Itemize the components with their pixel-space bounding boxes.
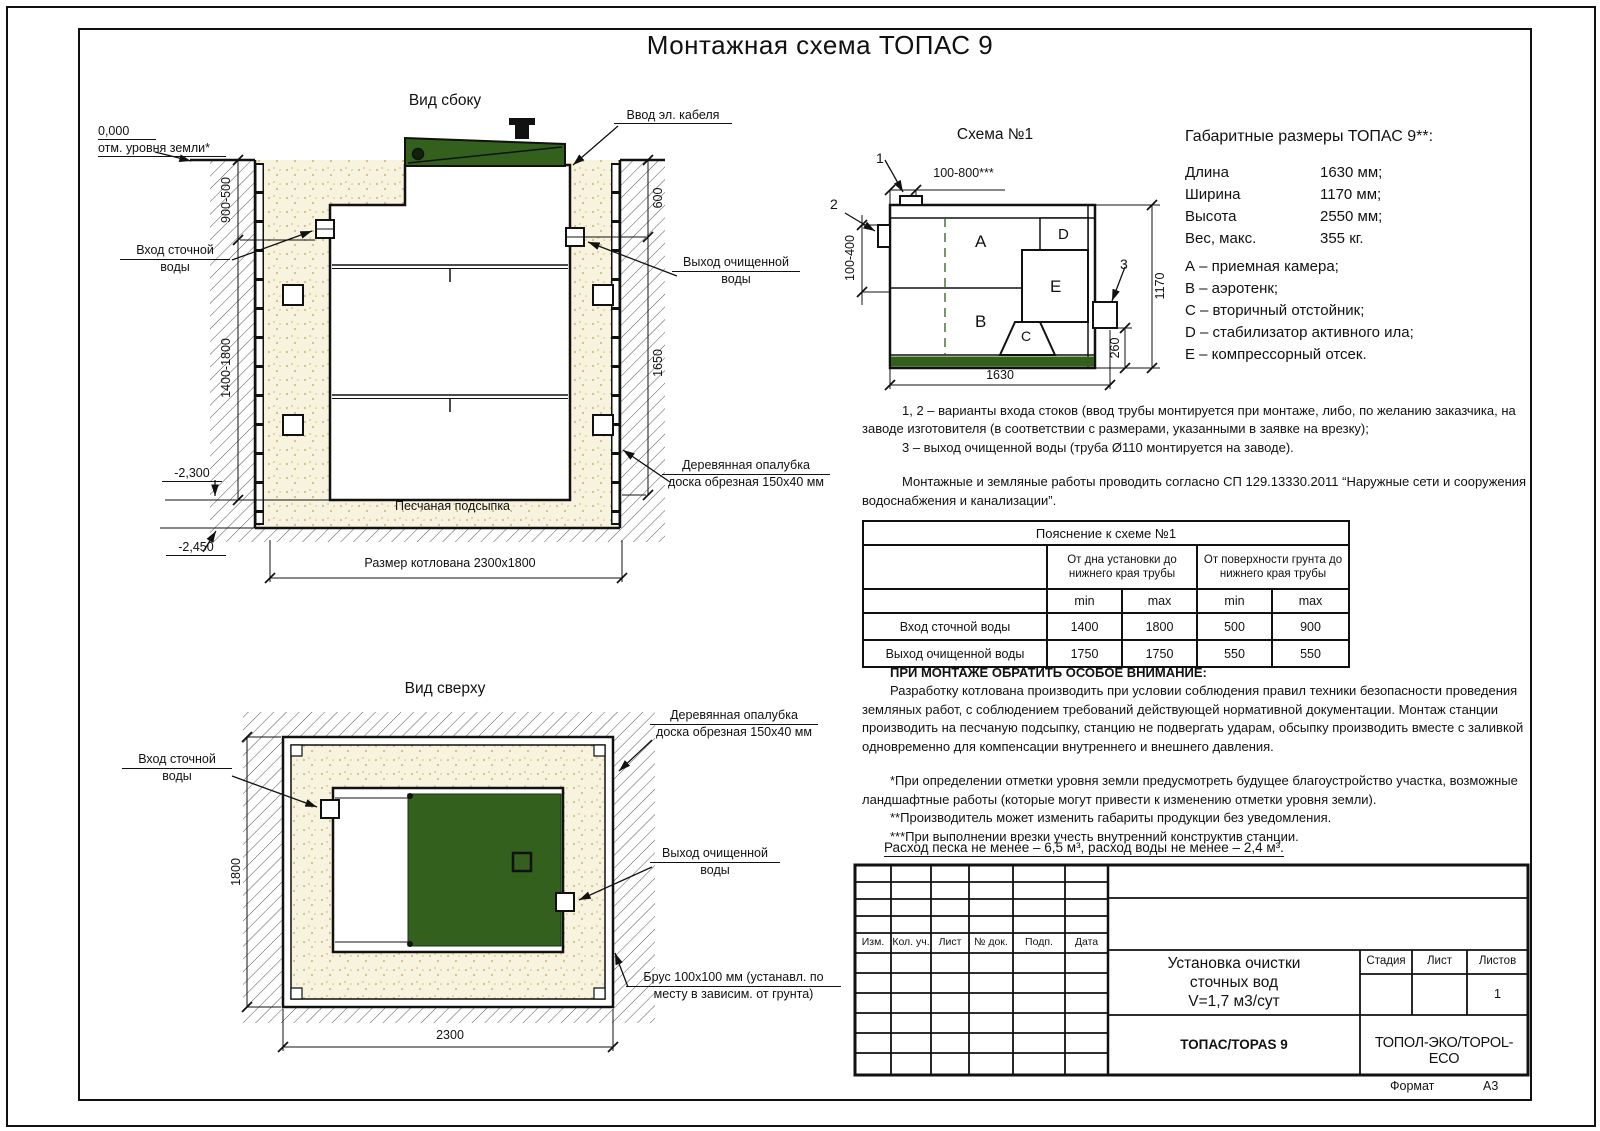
compartment-a: A: [975, 232, 987, 251]
table-minmax-row: min max min max: [864, 590, 1348, 614]
top-view-title: Вид сверху: [404, 680, 486, 697]
table-group-2: От поверхности грунта до нижнего края трубы: [1203, 553, 1343, 580]
legend-d: D – стабилизатор активного ила;: [1185, 324, 1414, 341]
schema-title: Схема №1: [956, 126, 1034, 143]
table-group-1: От дна установки до нижнего края трубы: [1048, 546, 1198, 588]
callout-2: 2: [830, 196, 838, 212]
top-inlet-label: Вход сточной воды: [122, 752, 232, 784]
schema-stub-3: [1093, 302, 1117, 328]
beam-label: Брус 100х100 мм (устанавл. по месту в зависим. от грунта): [626, 970, 841, 1002]
compartment-e: E: [1050, 277, 1062, 296]
notes-block: [862, 402, 1537, 510]
dim-100-400: 100-400: [843, 235, 857, 281]
tank-body: [330, 165, 570, 500]
legend-c: С – вторичный отстойник;: [1185, 302, 1365, 319]
dimensions-block: [1185, 164, 1525, 252]
dim-1630: 1630: [986, 368, 1014, 382]
attention-block: [862, 664, 1538, 846]
compartment-b: B: [975, 312, 987, 331]
format-label: Формат: [1390, 1079, 1435, 1093]
schema-stub-1: [900, 196, 922, 205]
ground-hatch-bottom: [210, 528, 665, 542]
dim-100-800: 100-800***: [933, 166, 994, 180]
table-row-inlet: Вход сточной воды 1400 1800 500 900: [864, 614, 1348, 641]
side-inlet-label: Вход сточной воды: [120, 243, 230, 275]
schema-drawing: [830, 120, 1200, 410]
outlet-stub-top: [556, 893, 574, 911]
dim-1170: 1170: [1153, 272, 1167, 300]
stamp-model: ТОПАС/TOPAS 9: [1180, 1037, 1288, 1052]
table-group-row: [864, 546, 1348, 590]
table-title: Пояснение к схеме №1: [1035, 525, 1177, 541]
legend-a: А – приемная камера;: [1185, 258, 1339, 275]
stamp-header-koluch: Кол. уч.: [892, 936, 930, 948]
level-2300: -2,300: [162, 466, 222, 482]
compartment-c: C: [1021, 328, 1032, 344]
dim-1800: 1800: [229, 858, 243, 886]
zero-level-mark: 0,000: [98, 124, 156, 140]
format-value: А3: [1483, 1079, 1499, 1093]
attention-p4: ***При выполнении врезки учесть внутренний конструктив станции.: [890, 828, 1299, 844]
stamp-sheets-label: Листов: [1478, 955, 1517, 967]
legend-e: Е – компрессорный отсек.: [1185, 346, 1367, 363]
pit-size-label: Размер котлована 2300х1800: [364, 556, 536, 570]
page-title: Монтажная схема ТОПАС 9: [646, 30, 994, 60]
consumption-note: Расход песка не менее – 6,5 м³, расход воды не менее – 2,4 м³.: [884, 840, 1284, 855]
dim-row-weight: Вес, макс. 355 кг.: [1185, 230, 1364, 247]
side-outlet-label: Выход очищенной воды: [672, 255, 800, 287]
side-view-title: Вид сбоку: [408, 92, 482, 109]
dim-260: 260: [1108, 337, 1122, 359]
dim-1650: 1650: [651, 349, 665, 377]
dim-2300: 2300: [436, 1028, 464, 1042]
ground-hatch-right: [620, 160, 665, 528]
level-2450: -2,450: [166, 540, 226, 556]
callout-1: 1: [876, 150, 884, 166]
cable-entry-label: Ввод эл. кабеля: [614, 108, 732, 124]
stamp-sheet-label: Лист: [1427, 955, 1452, 967]
top-formwork-label: Деревянная опалубка доска обрезная 150х40 мм: [650, 708, 818, 740]
inlet-stub-top: [321, 800, 339, 818]
dim-row-length: Длина 1630 мм;: [1185, 164, 1383, 181]
dim-row-height: Высота 2550 мм;: [1185, 208, 1383, 225]
schema-bottom-strip: [891, 357, 1094, 367]
stamp-header-ndok: № док.: [974, 936, 1008, 948]
tank-lid-top: [408, 794, 561, 946]
table-title-row: [864, 522, 1348, 546]
dim-600: 600: [651, 187, 665, 209]
note-3: Монтажные и земляные работы проводить согласно СП 129.13330.2011 “Наружные сети и сооружения водоснабжения и канализации”.: [862, 474, 1527, 508]
side-view-drawing: [85, 110, 825, 590]
lid-latch: [413, 149, 424, 160]
side-formwork-label: Деревянная опалубка доска обрезная 150х40 мм: [662, 458, 830, 490]
compartment-d: D: [1058, 226, 1069, 243]
stamp-company: ТОПОЛ-ЭКО/TOPOL-ECO: [1374, 1035, 1514, 1067]
vent-pipe: [515, 125, 529, 139]
schema-stub-2: [878, 225, 890, 247]
dim-1400-1800: 1400-1800: [219, 338, 233, 398]
stamp-header-podp: Подп.: [1025, 936, 1053, 948]
table-row-outlet: Выход очищенной воды 1750 1750 550 550: [864, 641, 1348, 666]
stamp-header-izm: Изм.: [861, 936, 885, 948]
stamp-sheets-value: 1: [1493, 986, 1502, 1001]
stamp-header-data: Дата: [1074, 936, 1099, 948]
attention-p1: Разработку котлована производить при условии соблюдения правил техники безопасности проведения земляных работ, с соблюдением требований действующей нормативной документации. Монтаж станции производить на песчаную подсыпку, станцию не подвергать ударам, обсыпку производить вместе с заливкой одновременно для компенсации внутреннего и внешнего давления.: [862, 683, 1524, 754]
sand-bed-label: Песчаная подсыпка: [394, 499, 511, 513]
callout-3: 3: [1120, 256, 1128, 272]
attention-title: ПРИ МОНТАЖЕ ОБРАТИТЬ ОСОБОЕ ВНИМАНИЕ:: [890, 665, 1207, 680]
top-outlet-label: Выход очищенной воды: [650, 846, 780, 878]
vent-cap: [509, 118, 535, 125]
attention-p3: **Производитель может изменить габариты продукции без уведомления.: [890, 810, 1332, 826]
note-1: 1, 2 – варианты входа стоков (ввод трубы монтируется при монтаже, либо, по желанию заказчика, на заводе изготовителя (в соответствии с размерами, указанными в заявке на врезку);: [862, 403, 1516, 437]
dimensions-title: Габаритные размеры ТОПАС 9**:: [1185, 128, 1434, 145]
legend-b: В – аэротенк;: [1185, 280, 1279, 297]
stamp-header-list: Лист: [938, 936, 962, 948]
attention-p2: *При определении отметки уровня земли предусмотреть будущее благоустройство участка, возможные ландшафтные работы (которые могут привести к изменению отметки уровня земли).: [862, 773, 1518, 807]
compartment-legend: [1185, 258, 1530, 368]
note-2: 3 – выход очищенной воды (труба Ø110 монтируется на заводе).: [902, 439, 1294, 455]
dim-row-width: Ширина 1170 мм;: [1185, 186, 1382, 203]
stamp-stage-label: Стадия: [1366, 955, 1406, 967]
explanation-table: [862, 520, 1350, 668]
dim-900-500: 900-500: [219, 177, 233, 223]
zero-level-note: отм. уровня земли*: [98, 141, 226, 157]
tank-lid: [405, 138, 565, 166]
stamp-doc-title: Установка очистки сточных вод V=1,7 м3/сут: [1167, 955, 1301, 1010]
